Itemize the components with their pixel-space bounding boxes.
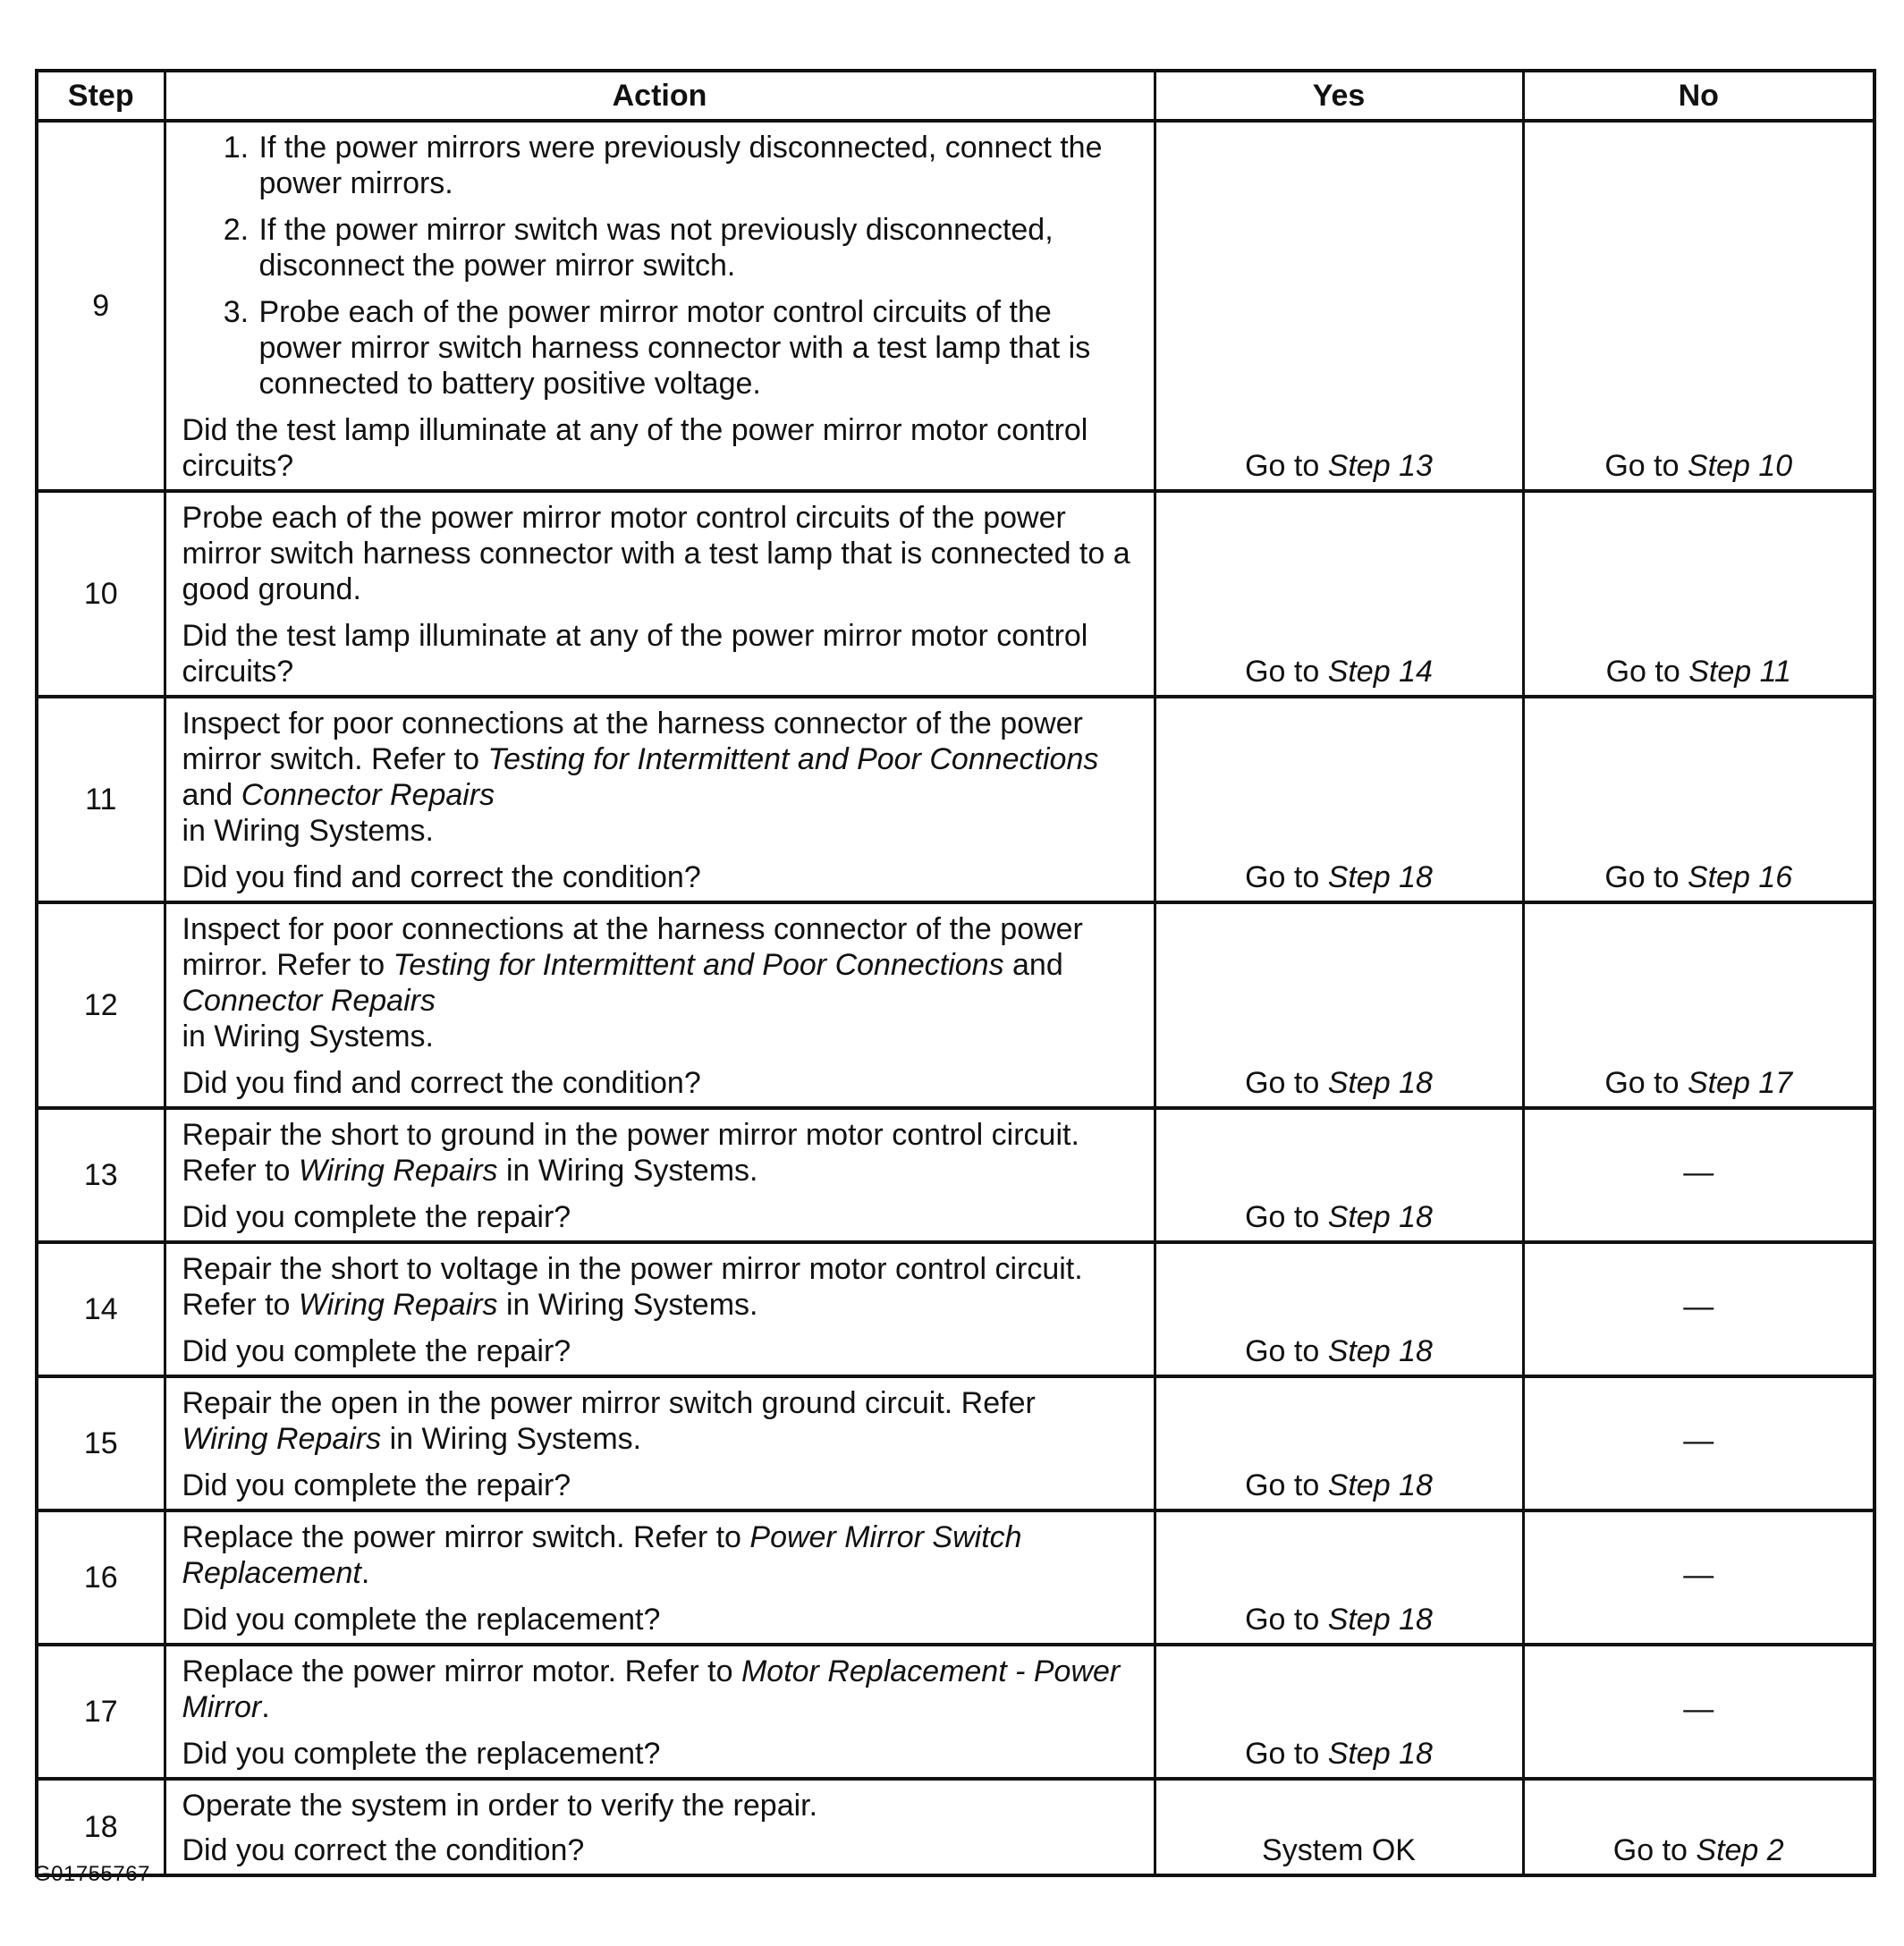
doc-reference-link[interactable]: Wiring Repairs: [182, 1422, 382, 1456]
action-text-part: Repair the open in the power mirror switch ground circuit. Refer: [182, 1386, 1036, 1420]
action-question: Did you complete the replacement?: [182, 1737, 661, 1771]
action-text: Probe each of the power mirror motor control circuits of the power mirror switch harness connector with a test lamp that is connected to a good ground.: [182, 501, 1130, 606]
action-text: [182, 706, 1138, 849]
action-text-part: in Wiring Systems.: [497, 1288, 758, 1322]
doc-reference-link[interactable]: Testing for Intermittent and Poor Connections: [487, 742, 1099, 776]
doc-reference-link[interactable]: Testing for Intermittent and Poor Connections: [393, 948, 1004, 982]
yes-cell: [1155, 121, 1523, 491]
doc-reference-link[interactable]: Motor Replacement - Power Mirror: [182, 1654, 1121, 1724]
action-cell: [165, 697, 1155, 902]
step-number: 17: [37, 1645, 165, 1779]
yes-cell: [1155, 697, 1523, 902]
no-cell-empty: —: [1523, 1242, 1874, 1376]
no-cell-empty: —: [1523, 1510, 1874, 1645]
header-yes: Yes: [1155, 71, 1523, 121]
doc-reference-link[interactable]: Power Mirror Switch Replacement: [182, 1520, 1022, 1590]
yes-prefix: Go to: [1245, 1334, 1328, 1368]
table-row: [37, 491, 1874, 697]
action-question: Did the test lamp illuminate at any of the power mirror motor control circuits?: [182, 413, 1088, 483]
substep: 2. If the power mirror switch was not previously disconnected, disconnect the power mirror switch.: [258, 212, 1138, 283]
yes-cell: System OK: [1155, 1779, 1523, 1875]
header-action: Action: [165, 71, 1155, 121]
step-number: 18: [37, 1779, 165, 1875]
no-cell: [1523, 491, 1874, 697]
action-text-part: in Wiring Systems.: [381, 1422, 642, 1456]
action-question: Did you correct the condition?: [182, 1833, 585, 1867]
step-number: 15: [37, 1376, 165, 1510]
action-text-part: .: [261, 1690, 270, 1724]
action-text-part: .: [360, 1556, 370, 1590]
action-cell: [165, 1645, 1155, 1779]
yes-prefix: Go to: [1245, 449, 1328, 483]
action-question: Did you find and correct the condition?: [182, 1066, 701, 1100]
action-cell: [165, 1779, 1155, 1875]
action-cell: [165, 1510, 1155, 1645]
yes-cell: [1155, 491, 1523, 697]
action-text: [182, 1519, 1138, 1591]
step-number: 10: [37, 491, 165, 697]
action-question: Did the test lamp illuminate at any of the power mirror motor control circuits?: [182, 619, 1088, 689]
header-step: Step: [37, 71, 165, 121]
no-cell: [1523, 1779, 1874, 1875]
yes-prefix: Go to: [1245, 1737, 1328, 1771]
action-question: Did you complete the repair?: [182, 1200, 571, 1234]
action-text-part: Repair the short to voltage in the power mirror motor control circuit. Refer to: [182, 1252, 1083, 1322]
action-question: Did you complete the replacement?: [182, 1603, 661, 1637]
action-cell: [165, 902, 1155, 1108]
action-text-part: in Wiring Systems.: [182, 814, 434, 848]
substep: 1. If the power mirrors were previously disconnected, connect the power mirrors.: [258, 130, 1138, 201]
yes-cell: [1155, 1376, 1523, 1510]
table-row: [37, 1242, 1874, 1376]
yes-prefix: Go to: [1245, 860, 1328, 894]
yes-prefix: Go to: [1245, 1066, 1328, 1100]
action-text: [182, 1251, 1138, 1323]
step-number: 11: [37, 697, 165, 902]
action-cell: [165, 1242, 1155, 1376]
no-prefix: Go to: [1604, 1066, 1688, 1100]
action-text-part: Inspect for poor connections at the harness connector of the power mirror switch. Refer to: [182, 706, 1083, 776]
action-cell: [165, 1108, 1155, 1242]
yes-step-link[interactable]: Step 13: [1327, 449, 1433, 483]
action-cell: [165, 1376, 1155, 1510]
table-row: [37, 1510, 1874, 1645]
step-number: 16: [37, 1510, 165, 1645]
yes-step-link[interactable]: Step 18: [1327, 1334, 1433, 1368]
action-text-part: Repair the short to ground in the power mirror motor control circuit. Refer to: [182, 1118, 1079, 1188]
no-prefix: Go to: [1612, 1833, 1697, 1867]
table-row: [37, 121, 1874, 491]
action-cell: [165, 121, 1155, 491]
figure-id: G01755767: [34, 1862, 150, 1886]
yes-step-link[interactable]: Step 18: [1327, 1737, 1433, 1771]
no-cell-empty: —: [1523, 1108, 1874, 1242]
yes-step-link[interactable]: Step 18: [1327, 1200, 1433, 1234]
action-question: Did you find and correct the condition?: [182, 860, 701, 894]
yes-prefix: Go to: [1245, 1603, 1328, 1637]
no-step-link[interactable]: Step 2: [1696, 1833, 1784, 1867]
yes-cell: [1155, 902, 1523, 1108]
no-cell-empty: —: [1523, 1376, 1874, 1510]
action-question: Did you complete the repair?: [182, 1468, 571, 1502]
yes-cell: [1155, 1242, 1523, 1376]
action-text-part: and: [1003, 948, 1063, 982]
doc-reference-link[interactable]: Connector Repairs: [182, 984, 436, 1018]
doc-reference-link[interactable]: Wiring Repairs: [298, 1154, 498, 1188]
action-text: [182, 1654, 1138, 1725]
no-cell: [1523, 902, 1874, 1108]
no-step-link[interactable]: Step 16: [1687, 860, 1793, 894]
yes-prefix: Go to: [1245, 1200, 1328, 1234]
table-row: [37, 1108, 1874, 1242]
yes-step-link[interactable]: Step 18: [1327, 860, 1433, 894]
step-number: 9: [37, 121, 165, 491]
table-header-row: [37, 71, 1874, 121]
yes-cell: [1155, 1108, 1523, 1242]
yes-prefix: Go to: [1245, 655, 1328, 689]
yes-step-link[interactable]: Step 18: [1327, 1066, 1433, 1100]
action-text-part: in Wiring Systems.: [182, 1020, 434, 1053]
yes-step-link[interactable]: Step 14: [1327, 655, 1433, 689]
diagnostic-table: [35, 69, 1876, 1877]
doc-reference-link[interactable]: Wiring Repairs: [298, 1288, 498, 1322]
action-text-part: and: [182, 778, 241, 812]
no-step-link[interactable]: Step 17: [1687, 1066, 1793, 1100]
action-text-part: Inspect for poor connections at the harness connector of the power mirror. Refer to: [182, 912, 1083, 982]
action-question: Did you complete the repair?: [182, 1334, 571, 1368]
no-step-link[interactable]: Step 10: [1687, 449, 1793, 483]
yes-cell: [1155, 1510, 1523, 1645]
step-number: 12: [37, 902, 165, 1108]
table-row: [37, 1376, 1874, 1510]
table-row: [37, 1645, 1874, 1779]
no-prefix: Go to: [1604, 449, 1688, 483]
table-row: [37, 902, 1874, 1108]
substep: 3. Probe each of the power mirror motor control circuits of the power mirror switch harness connector with a test lamp that is connected to battery positive voltage.: [258, 294, 1138, 402]
yes-prefix: Go to: [1245, 1468, 1328, 1502]
no-cell-empty: —: [1523, 1645, 1874, 1779]
action-text-part: Replace the power mirror switch. Refer to: [182, 1520, 750, 1554]
substep-list: [182, 130, 1138, 402]
doc-reference-link[interactable]: Connector Repairs: [241, 778, 495, 812]
yes-cell: [1155, 1645, 1523, 1779]
yes-step-link[interactable]: Step 18: [1327, 1603, 1433, 1637]
no-cell: [1523, 121, 1874, 491]
table-row: [37, 1779, 1874, 1875]
action-text: [182, 1385, 1138, 1457]
action-text-part: Replace the power mirror motor. Refer to: [182, 1654, 741, 1688]
action-text: [182, 1117, 1138, 1189]
header-no: No: [1523, 71, 1874, 121]
no-prefix: Go to: [1605, 655, 1689, 689]
step-number: 13: [37, 1108, 165, 1242]
no-step-link[interactable]: Step 11: [1688, 655, 1791, 689]
action-cell: [165, 491, 1155, 697]
yes-step-link[interactable]: Step 18: [1327, 1468, 1433, 1502]
action-text-part: in Wiring Systems.: [497, 1154, 758, 1188]
no-prefix: Go to: [1604, 860, 1688, 894]
action-text: Operate the system in order to verify the repair.: [182, 1789, 818, 1823]
step-number: 14: [37, 1242, 165, 1376]
no-cell: [1523, 697, 1874, 902]
table-row: [37, 697, 1874, 902]
action-text: [182, 911, 1138, 1054]
